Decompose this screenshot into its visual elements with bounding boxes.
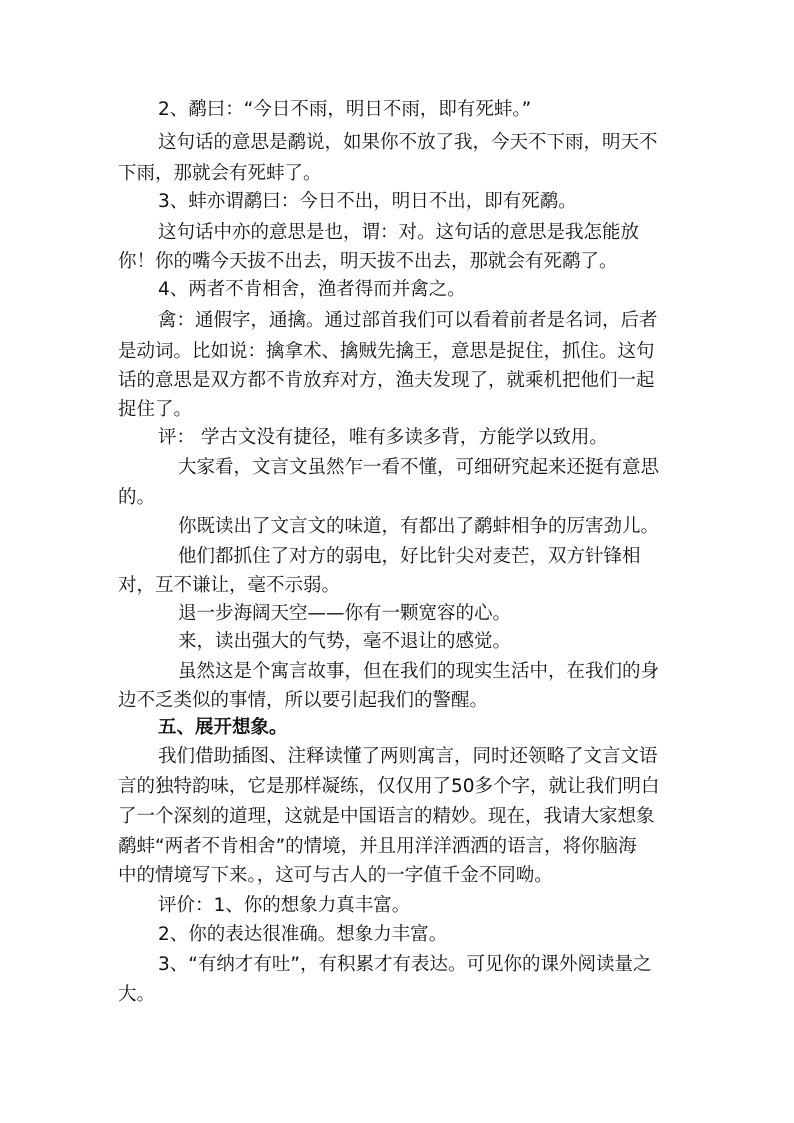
text-line: 下雨，那就会有死蚌了。: [118, 163, 322, 184]
text-line: 我们借助插图、注释读懂了两则寓言，同时还领略了文言文语: [158, 746, 658, 767]
text-line: 禽：通假字，通擒。通过部首我们可以看着前者是名词，后者: [158, 310, 658, 331]
text-line: 是动词。比如说：擒拿术、擒贼先擒王，意思是捉住，抓住。这句: [118, 341, 655, 362]
text-line: 你既读出了文言文的味道，有都出了鹬蚌相争的厉害劲儿。: [178, 516, 660, 537]
text-line: 3、蚌亦谓鹬曰：今日不出，明日不出，即有死鹬。: [158, 191, 577, 212]
section-heading: 五、展开想象。: [158, 717, 288, 738]
text-line: 大家看，文言文虽然乍一看不懂，可细研究起来还挺有意思: [178, 457, 660, 478]
text-line: 了一个深刻的道理，这就是中国语言的精妙。现在，我请大家想象: [118, 806, 655, 827]
text-line: 2、你的表达很准确。想象力丰富。: [158, 924, 448, 945]
text-line: 你！你的嘴今天拔不出去，明天拔不出去，那就会有死鹬了。: [118, 251, 618, 272]
text-line: 这句话中亦的意思是也，谓：对。这句话的意思是我怎能放: [158, 222, 640, 243]
text-line: 4、两者不肯相舍，渔者得而并禽之。: [158, 279, 466, 300]
text-line: 的。: [118, 487, 156, 508]
text-line: 大。: [118, 984, 156, 1005]
text-line: 对，互不谦让，毫不示弱。: [118, 575, 341, 596]
text-line: 他们都抓住了对方的弱电，好比针尖对麦芒，双方针锋相: [178, 546, 641, 567]
text-line: 话的意思是双方都不肯放弃对方，渔夫发现了，就乘机把他们一起: [118, 370, 655, 391]
text-line: 鹬蚌“两者不肯相舍”的情境，并且用洋洋洒洒的语言，将你脑海: [118, 836, 637, 857]
text-line: 2、鹬曰：“今日不雨，明日不雨，即有死蚌。”: [158, 99, 532, 120]
text-line: 边不乏类似的事情，所以要引起我们的警醒。: [118, 690, 489, 711]
text-line: 3、“有纳才有吐”，有积累才有表达。可见你的课外阅读量之: [158, 954, 652, 975]
text-line: 退一步海阔天空——你有一颗宽容的心。: [178, 603, 512, 624]
text-line: 言的独特韵味，它是那样凝练，仅仅用了50多个字，就让我们明白: [118, 776, 660, 797]
text-line: 虽然这是个寓言故事，但在我们的现实生活中，在我们的身: [178, 661, 660, 682]
text-line: 评价：1、你的想象力真丰富。: [158, 895, 411, 916]
text-line: 中的情境写下来。，这可与古人的一字值千金不同呦。: [118, 865, 553, 886]
text-line: 捉住了。: [118, 399, 193, 420]
text-line: 评： 学古文没有捷径，唯有多读多背，方能学以致用。: [158, 427, 608, 448]
text-line: 来，读出强大的气势，毫不退让的感觉。: [178, 631, 512, 652]
text-line: 这句话的意思是鹬说，如果你不放了我，今天不下雨，明天不: [158, 132, 658, 153]
